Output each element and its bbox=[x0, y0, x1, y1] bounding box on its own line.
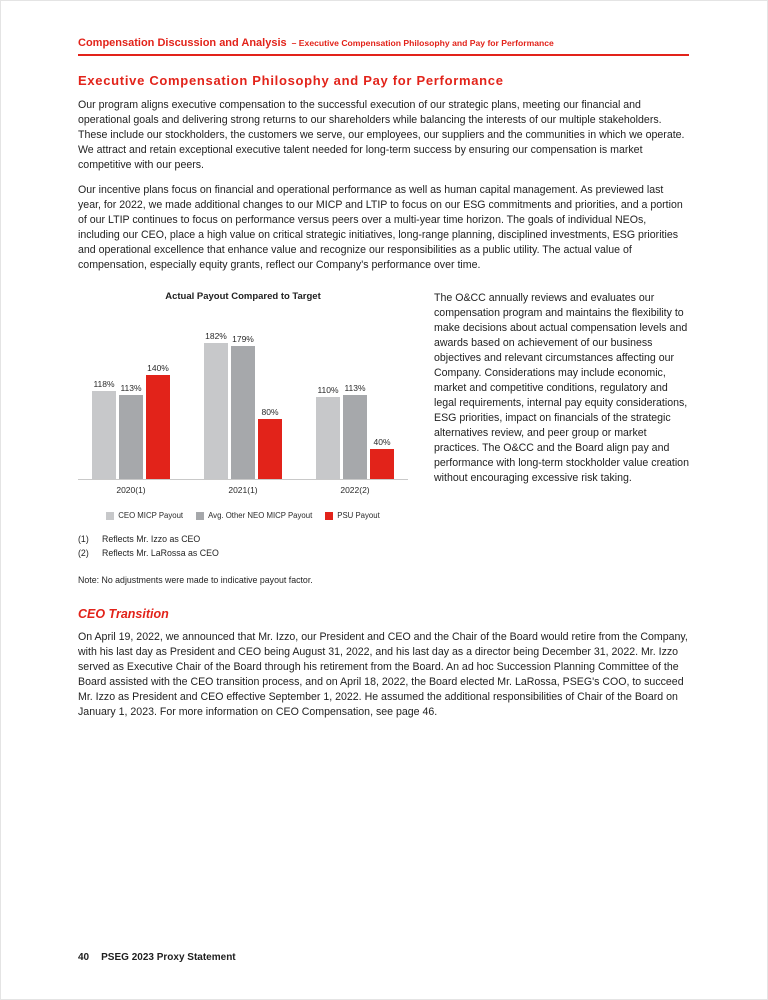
bar-rect bbox=[119, 395, 143, 479]
footnote-text: Reflects Mr. LaRossa as CEO bbox=[102, 548, 219, 558]
bar bbox=[92, 330, 116, 479]
page-footer bbox=[78, 952, 236, 963]
bar bbox=[146, 330, 170, 479]
bar-rect bbox=[204, 343, 228, 479]
running-header bbox=[78, 37, 689, 49]
x-axis-label: 2021(1) bbox=[228, 485, 258, 495]
x-axis-label: 2020(1) bbox=[116, 485, 146, 495]
bar-value-label: 118% bbox=[93, 379, 115, 389]
bar-group bbox=[316, 330, 394, 479]
chart-categories bbox=[78, 485, 408, 495]
bar-rect bbox=[258, 419, 282, 479]
legend-label: PSU Payout bbox=[337, 511, 380, 520]
bar-value-label: 182% bbox=[205, 331, 227, 341]
ceo-transition-paragraph: On April 19, 2022, we announced that Mr. Izzo, our President and CEO and the Chair of the Board would retire from the Company, with his last day as President and CEO being August 31, 2022, and his last day as a director being December 31, 2022. Mr. Izzo served as Executive Chair of the Board through his retirement from the Board. An ad hoc Succession Planning Committee of the Board assisted with the CEO transition process, and on April 18, 2022, the Board elected Mr. LaRossa, PSEG's COO, to succeed Mr. Izzo as President and CEO effective September 1, 2022. He assumed the additional responsibilities of Chair of the Board on January 1, 2023. For more information on CEO Compensation, see page 46. bbox=[78, 631, 688, 718]
header-rule bbox=[78, 54, 689, 56]
legend-label: CEO MICP Payout bbox=[118, 511, 184, 520]
x-axis-label: 2022(2) bbox=[340, 485, 370, 495]
footnote-1 bbox=[78, 532, 689, 546]
bar-value-label: 40% bbox=[373, 437, 391, 447]
bar bbox=[231, 330, 255, 479]
bar-rect bbox=[231, 346, 255, 479]
payout-chart bbox=[78, 289, 408, 520]
running-header-subtitle: – Executive Compensation Philosophy and Pay for Performance bbox=[291, 38, 554, 48]
bar-value-label: 110% bbox=[317, 385, 339, 395]
chart-legend bbox=[78, 511, 408, 520]
bar bbox=[204, 330, 228, 479]
section-title: Executive Compensation Philosophy and Pay for Performance bbox=[78, 73, 504, 88]
legend-item bbox=[325, 511, 379, 520]
bar-value-label: 179% bbox=[232, 334, 254, 344]
footer-text: PSEG 2023 Proxy Statement bbox=[101, 952, 236, 963]
running-header-title: Compensation Discussion and Analysis bbox=[78, 37, 287, 49]
bar-rect bbox=[316, 397, 340, 479]
bar-rect bbox=[343, 395, 367, 479]
bar bbox=[343, 330, 367, 479]
legend-swatch bbox=[196, 512, 204, 520]
bar bbox=[258, 330, 282, 479]
bar-rect bbox=[146, 375, 170, 479]
footnote-marker: (2) bbox=[78, 548, 89, 558]
bar-group bbox=[204, 330, 282, 479]
chart-plot bbox=[78, 330, 408, 480]
footnote-text: Reflects Mr. Izzo as CEO bbox=[102, 534, 201, 544]
bar-value-label: 140% bbox=[147, 363, 169, 373]
footnote-marker: (1) bbox=[78, 534, 89, 544]
chart-note: Note: No adjustments were made to indicative payout factor. bbox=[78, 575, 313, 585]
ceo-transition-title: CEO Transition bbox=[78, 607, 169, 621]
chart-section bbox=[78, 289, 689, 520]
bar-rect bbox=[370, 449, 394, 479]
chart-title: Actual Payout Compared to Target bbox=[165, 291, 321, 302]
intro-paragraph-1: Our program aligns executive compensation to the successful execution of our strategic plans, meeting our financial and operational goals and delivering strong returns to our shareholders while balancing the interests of our multiple stakeholders. These include our stockholders, the customers we serve, our employees, our suppliers and the communities in which we operate. We attract and retain exceptional executive talent needed for long-term success by ensuring our compensation is market competitive with our peers. bbox=[78, 99, 685, 171]
bar bbox=[370, 330, 394, 479]
legend-swatch bbox=[106, 512, 114, 520]
bar-value-label: 113% bbox=[344, 383, 366, 393]
bar-value-label: 80% bbox=[261, 407, 279, 417]
chart-commentary: The O&CC annually reviews and evaluates our compensation program and maintains the flexibility to make decisions about actual compensation levels and awards based on achievement of our business objectives and relevant circumstances affecting our Company. Considerations may include economic, market and competitive conditions, regulatory and legal requirements, internal pay equity considerations, ESG priorities, impact on financials of the strategic alternatives review, and peer group or market practices. The O&CC and the Board align pay and performance with long-term stockholder value creation without encouraging excessive risk taking. bbox=[434, 292, 689, 484]
bar-rect bbox=[92, 391, 116, 479]
page-number: 40 bbox=[78, 952, 90, 963]
bar-group bbox=[92, 330, 170, 479]
bar bbox=[316, 330, 340, 479]
legend-swatch bbox=[325, 512, 333, 520]
intro-paragraph-2: Our incentive plans focus on financial and operational performance as well as human capital management. As previewed last year, for 2022, we made additional changes to our MICP and LTIP to focus on our ESG commitments and priorities, and a portion of our LTIP continues to focus on performance versus peers over a multi-year time horizon. The goals of individual NEOs, including our CEO, place a high value on critical strategic initiatives, long-range planning, disciplined investments, ESG priorities and operational excellence that enhance value and recognize our responsibilities as a public utility. The actual value of compensation, especially equity grants, reflect our Company's performance over time. bbox=[78, 184, 683, 271]
footnote-2 bbox=[78, 546, 689, 560]
footnotes bbox=[78, 532, 689, 560]
legend-label: Avg. Other NEO MICP Payout bbox=[208, 511, 313, 520]
bar bbox=[119, 330, 143, 479]
bar-value-label: 113% bbox=[120, 383, 142, 393]
legend-item bbox=[106, 511, 183, 520]
legend-item bbox=[196, 511, 312, 520]
